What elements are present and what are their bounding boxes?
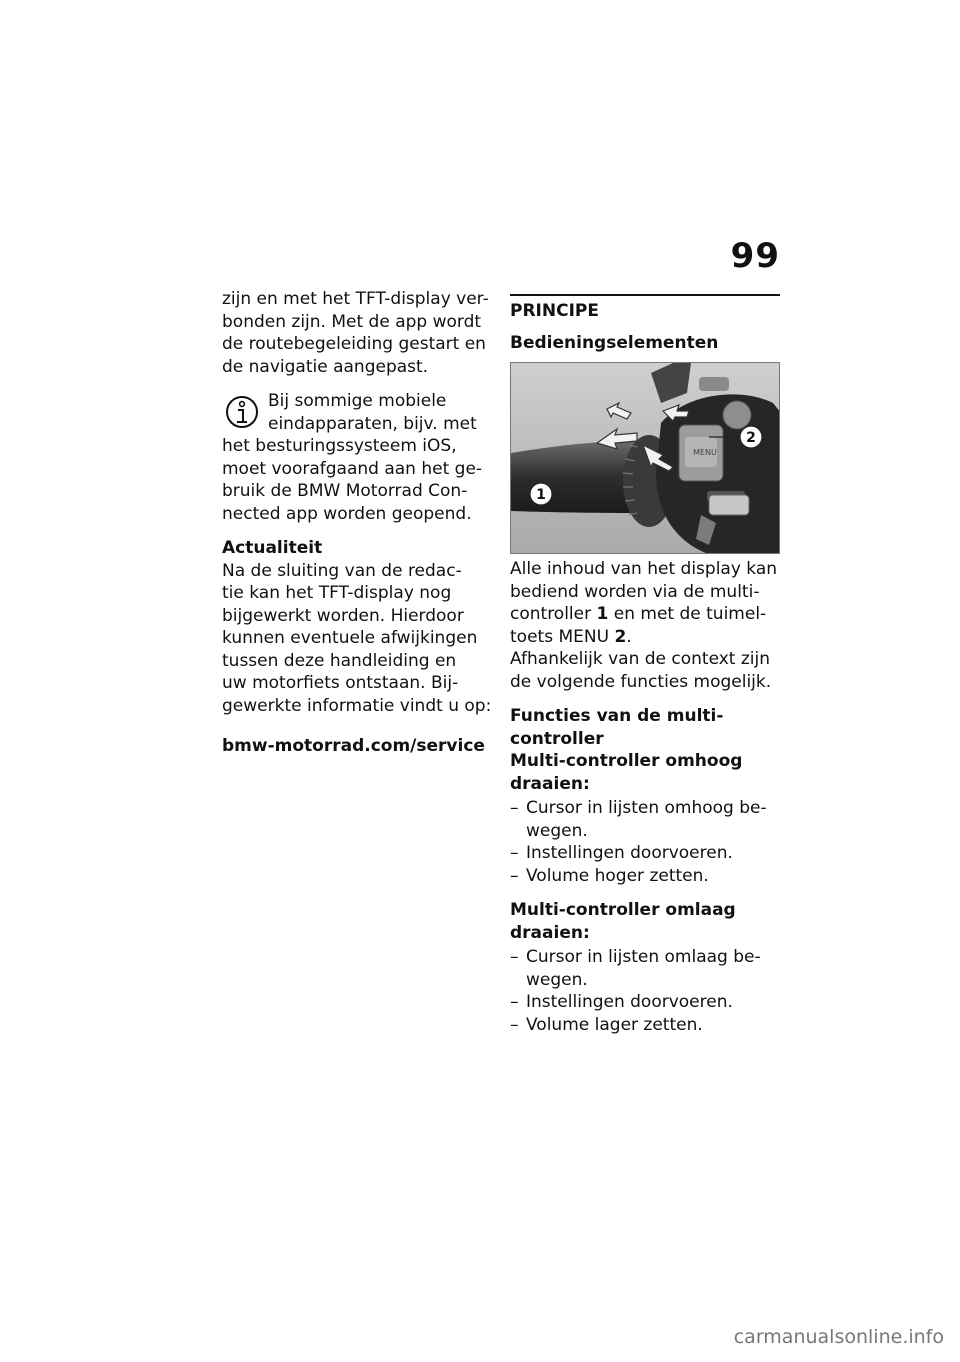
desc-line-3 [510, 603, 780, 626]
intro-line-3: de routebegeleiding gestart en [222, 334, 486, 354]
left-column [222, 288, 494, 758]
actualiteit-line-4: kunnen eventuele afwijkingen [222, 628, 478, 648]
functions-title-2: controller [510, 728, 604, 749]
desc-line-3-c: en met de tuimel- [608, 604, 767, 624]
right-column [510, 288, 780, 1036]
note-line-4: moet voorafgaand aan het ge- [222, 458, 483, 479]
actualiteit-title: Actualiteit [222, 538, 323, 558]
note-line-2: eindapparaten, bijv. met [268, 413, 477, 434]
section-rule [510, 294, 780, 322]
handlebar-illustration [511, 363, 780, 554]
service-url[interactable]: bmw-motorrad.com/service [222, 736, 485, 756]
desc-line-2: bediend worden via de multi- [510, 581, 760, 602]
info-icon [224, 394, 260, 432]
figure-label-1: 1 [536, 487, 546, 503]
note-line-3: het besturingssysteem iOS, [222, 436, 457, 456]
desc-line-4 [510, 626, 780, 649]
actualiteit-line-5: tussen deze handleiding en [222, 650, 457, 671]
down-title-1: Multi-controller omlaag [510, 900, 736, 920]
svg-text:MENU: MENU [693, 448, 717, 457]
list-item: – Cursor in lijsten omhoog be-wegen. [510, 797, 780, 842]
info-note [222, 390, 494, 525]
down-title-2: draaien: [510, 922, 590, 943]
list-item: – Cursor in lijsten omlaag be-wegen. [510, 946, 780, 991]
down-list [510, 946, 780, 1036]
note-line-1: Bij sommige mobiele [268, 391, 447, 411]
functions-title-1: Functies van de multi- [510, 706, 724, 726]
figure-label-2: 2 [746, 430, 756, 446]
list-item: – Volume hoger zetten. [510, 865, 780, 888]
list-item: – Instellingen doorvoeren. [510, 991, 780, 1014]
actualiteit-line-1: Na de sluiting van de redac- [222, 560, 462, 581]
watermark: carmanualsonline.info [733, 1326, 944, 1348]
list-item: – Volume lager zetten. [510, 1014, 780, 1037]
desc2-line-2: de volgende functies mogelijk. [510, 671, 772, 692]
intro-line-4: de navigatie aangepast. [222, 356, 429, 377]
subsection-title: Bedieningselementen [510, 333, 719, 353]
note-line-5: bruik de BMW Motorrad Con- [222, 481, 468, 501]
note-line-6: nected app worden geopend. [222, 503, 472, 524]
desc-line-4-c: . [626, 626, 632, 647]
handlebar-figure [510, 362, 780, 554]
up-title-2: draaien: [510, 773, 590, 794]
actualiteit-line-3: bijgewerkt worden. Hierdoor [222, 605, 464, 626]
desc-ref-2: 2 [614, 626, 627, 647]
desc-line-3-a: controller [510, 604, 597, 624]
actualiteit-line-2: tie kan het TFT-display nog [222, 583, 452, 603]
desc-line-4-a: toets MENU [510, 626, 615, 647]
page-number: 99 [730, 236, 780, 276]
intro-line-1: zijn en met het TFT-display ver- [222, 289, 489, 309]
section-title: PRINCIPE [510, 301, 599, 321]
list-item: – Instellingen doorvoeren. [510, 842, 780, 865]
up-list [510, 797, 780, 887]
intro-line-2: bonden zijn. Met de app wordt [222, 311, 482, 332]
desc2-line-1: Afhankelijk van de context zijn [510, 649, 771, 669]
actualiteit-line-6: uw motorfiets ontstaan. Bij- [222, 673, 459, 693]
actualiteit-line-7: gewerkte informatie vindt u op: [222, 695, 492, 716]
desc-ref-1: 1 [596, 604, 609, 624]
up-title-1: Multi-controller omhoog [510, 751, 743, 771]
desc-line-1: Alle inhoud van het display kan [510, 559, 778, 579]
